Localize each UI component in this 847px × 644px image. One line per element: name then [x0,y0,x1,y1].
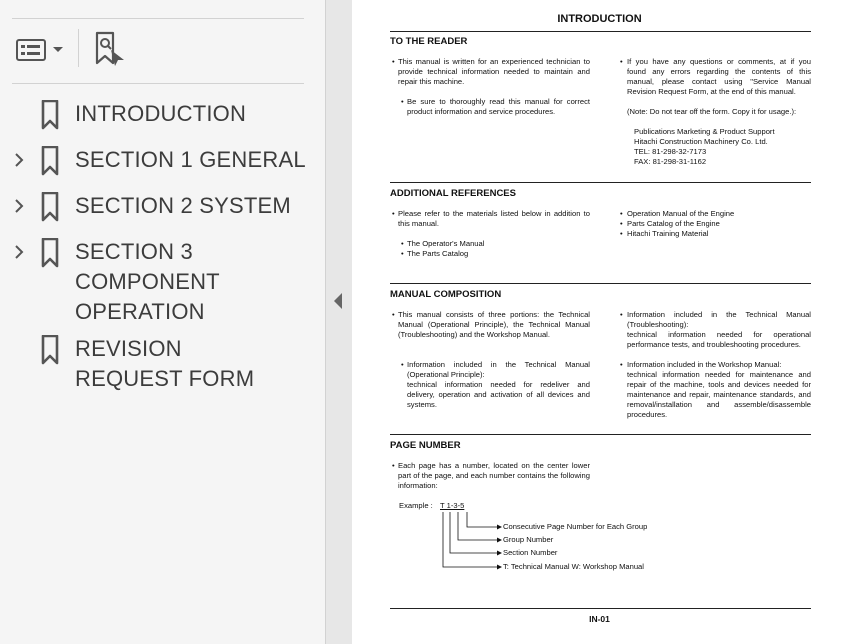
bookmarks-panel [0,0,326,644]
chevron-right-icon[interactable] [12,153,26,167]
bookmark-options-button[interactable] [16,38,64,62]
bookmark-section-1-general[interactable] [0,144,325,178]
collapse-panel-icon[interactable] [332,292,344,310]
section-heading: MANUAL COMPOSITION [390,289,502,300]
divider [390,283,811,284]
contact-line: Publications Marketing & Product Support [634,127,775,136]
callout-label: Group Number [503,535,554,544]
section-heading: PAGE NUMBER [390,440,461,451]
paragraph: (Note: Do not tear off the form. Copy it for usage.): [627,107,797,116]
paragraph: technical information needed for operational performance tests, and troubleshooting procedures. [627,330,811,349]
bookmark-section-2-system[interactable] [0,190,325,224]
find-current-bookmark-button[interactable] [94,31,126,67]
list-item: The Operator's Manual [407,239,485,248]
divider [390,31,811,32]
bookmark-introduction[interactable] [0,98,325,132]
page-title: INTRODUCTION [557,13,642,25]
contact-line: FAX: 81-298-31-1162 [634,157,707,166]
list-item: Parts Catalog of the Engine [627,219,720,228]
list-options-icon [16,38,46,62]
paragraph: technical information needed for redeliver and delivery, operation and activation of all devices and systems. [407,380,590,409]
divider [390,182,811,183]
bullet-icon: • [392,461,395,470]
bookmark-label: SECTION 3 COMPONENT OPERATION [75,239,220,324]
toolbar-divider [78,29,79,67]
bullet-icon: • [620,57,623,66]
bullet-icon: • [392,310,395,319]
bookmark-section-3-component-operation[interactable] [0,236,325,328]
bookmark-label: REVISION REQUEST FORM [75,336,255,391]
divider [390,608,811,609]
list-item: Hitachi Training Material [627,229,709,238]
paragraph: Information included in the Technical Manual (Troubleshooting): [627,310,811,329]
bookmark-icon [41,238,59,268]
bullet-icon: • [392,57,395,66]
bullet-icon: • [401,360,404,369]
paragraph: Please refer to the materials listed below in addition to this manual. [398,209,590,228]
paragraph: This manual is written for an experienced technician to provide technical information needed to maintain and repair this machine. [398,57,590,86]
bullet-icon: • [401,239,404,248]
callout-label: Consecutive Page Number for Each Group [503,522,648,531]
example-label: Example : [399,501,433,510]
example-code: T 1-3-5 [440,501,465,510]
bookmark-icon [41,146,59,176]
bookmark-icon [41,335,59,365]
page-number-diagram [399,498,699,578]
page-content [352,0,847,644]
chevron-right-icon[interactable] [12,199,26,213]
bookmark-search-icon [94,31,126,67]
list-item: The Parts Catalog [407,249,469,258]
paragraph: technical information needed for maintenance and repair of the machine, tools and devices needed for maintenance and repair, maintenance standards, and removal/installation and assemble/disassemble procedures. [627,370,811,419]
paragraph: Each page has a number, located on the center lower part of the page, and each number contains the following information: [398,461,590,490]
paragraph: Be sure to thoroughly read this manual for correct product information and service procedures. [407,97,590,116]
list-item: Operation Manual of the Engine [627,209,735,218]
paragraph: Information included in the Technical Manual (Operational Principle): [407,360,590,379]
bookmark-icon [41,100,59,130]
bullet-icon: • [620,229,623,238]
bullet-icon: • [620,219,623,228]
caret-down-icon [52,46,64,54]
bookmark-label: INTRODUCTION [75,101,247,126]
bullet-icon: • [401,97,404,106]
paragraph: This manual consists of three portions: the Technical Manual (Operational Principle), the Technical Manual (Troubleshooting) and the Workshop Manual. [398,310,590,339]
bullet-icon: • [401,249,404,258]
contact-line: TEL: 81-298-32-7173 [634,147,707,156]
bullet-icon: • [620,310,623,319]
bookmark-icon [41,192,59,222]
paragraph: If you have any questions or comments, at if you found any errors regarding the contents of this manual, please contact using "Service Manual Revision Request Form, at the end of this manual. [627,57,811,96]
contact-line: Hitachi Construction Machinery Co. Ltd. [634,137,768,146]
bookmark-label: SECTION 1 GENERAL [75,147,306,172]
paragraph: Information included in the Workshop Manual: [627,360,782,369]
bookmark-revision-request-form[interactable] [0,333,325,395]
bullet-icon: • [620,360,623,369]
callout-label: T: Technical Manual W: Workshop Manual [503,562,644,571]
divider [390,434,811,435]
callout-label: Section Number [503,548,558,557]
section-heading: ADDITIONAL REFERENCES [390,188,516,199]
page-number: IN-01 [589,614,610,624]
bookmark-label: SECTION 2 SYSTEM [75,193,291,218]
document-page [352,0,847,644]
bullet-icon: • [620,209,623,218]
chevron-right-icon[interactable] [12,245,26,259]
bookmarks-toolbar [12,18,304,84]
bullet-icon: • [392,209,395,218]
section-heading: TO THE READER [390,36,468,47]
